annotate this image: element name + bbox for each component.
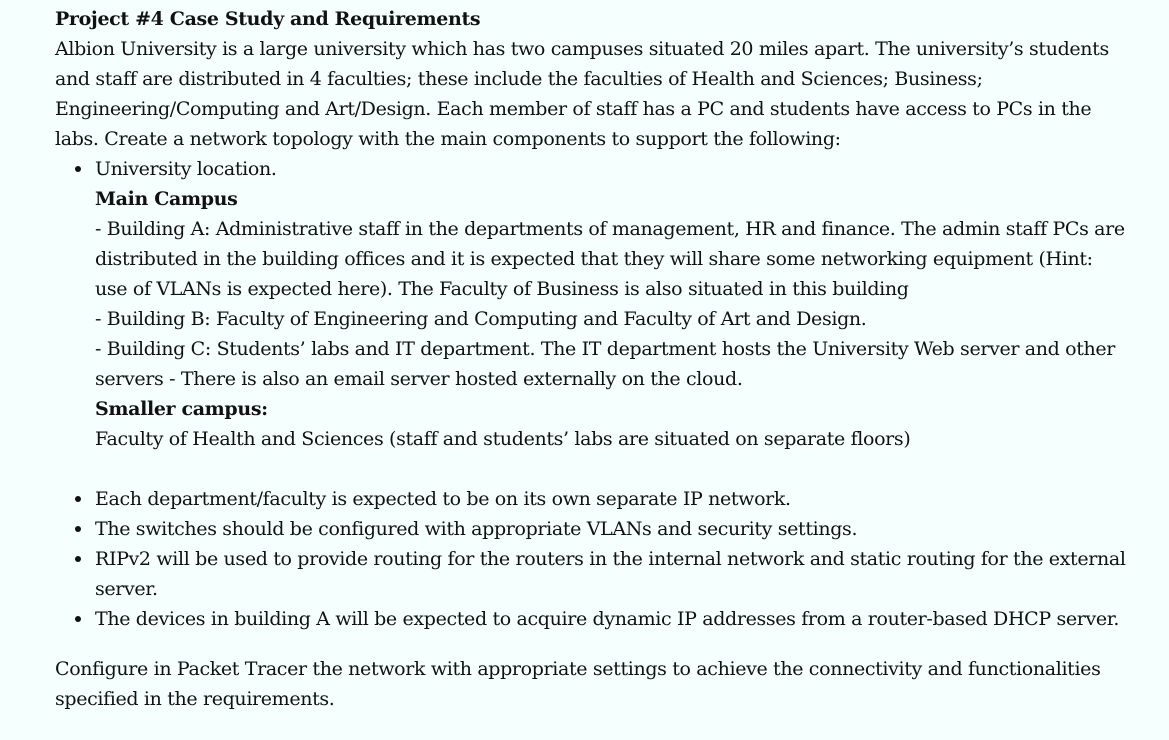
list-item: RIPv2 will be used to provide routing for the routers in the internal network and static routing for the external server. xyxy=(95,544,1129,604)
location-list xyxy=(55,154,1129,454)
building-a-text: - Building A: Administrative staff in the departments of management, HR and finance. The admin staff PCs are distributed in the building offices and it is expected that they will share some networking equipment (Hint: use of VLANs is expected here). The Faculty of Business is also situated in this building xyxy=(95,218,1125,300)
list-item: The switches should be configured with appropriate VLANs and security settings. xyxy=(95,514,1129,544)
main-campus-heading: Main Campus xyxy=(95,188,238,210)
closing-paragraph: Configure in Packet Tracer the network with appropriate settings to achieve the connectivity and functionalities specified in the requirements. xyxy=(55,658,1101,710)
list-item-location xyxy=(95,154,1129,454)
list-item: The devices in building A will be expected to acquire dynamic IP addresses from a router-based DHCP server. xyxy=(95,604,1129,634)
requirements-list xyxy=(55,484,1129,634)
building-c-text: - Building C: Students’ labs and IT department. The IT department hosts the University Web server and other servers - There is also an email server hosted externally on the cloud. xyxy=(95,338,1116,390)
list-item: Each department/faculty is expected to be on its own separate IP network. xyxy=(95,484,1129,514)
smaller-campus-text: Faculty of Health and Sciences (staff and students’ labs are situated on separate floors) xyxy=(95,428,911,450)
building-b-text: - Building B: Faculty of Engineering and Computing and Faculty of Art and Design. xyxy=(95,308,867,330)
intro-paragraph: Albion University is a large university which has two campuses situated 20 miles apart. The university’s students and staff are distributed in 4 faculties; these include the faculties of Health and Sciences; Business; Engineering/Computing and Art/Design. Each member of staff has a PC and students have access to PCs in the labs. Create a network topology with the main components to support the following: xyxy=(55,38,1109,150)
location-label: University location. xyxy=(95,158,277,180)
smaller-campus-heading: Smaller campus: xyxy=(95,398,268,420)
blank-line xyxy=(55,454,1129,484)
document-title: Project #4 Case Study and Requirements xyxy=(55,8,481,30)
